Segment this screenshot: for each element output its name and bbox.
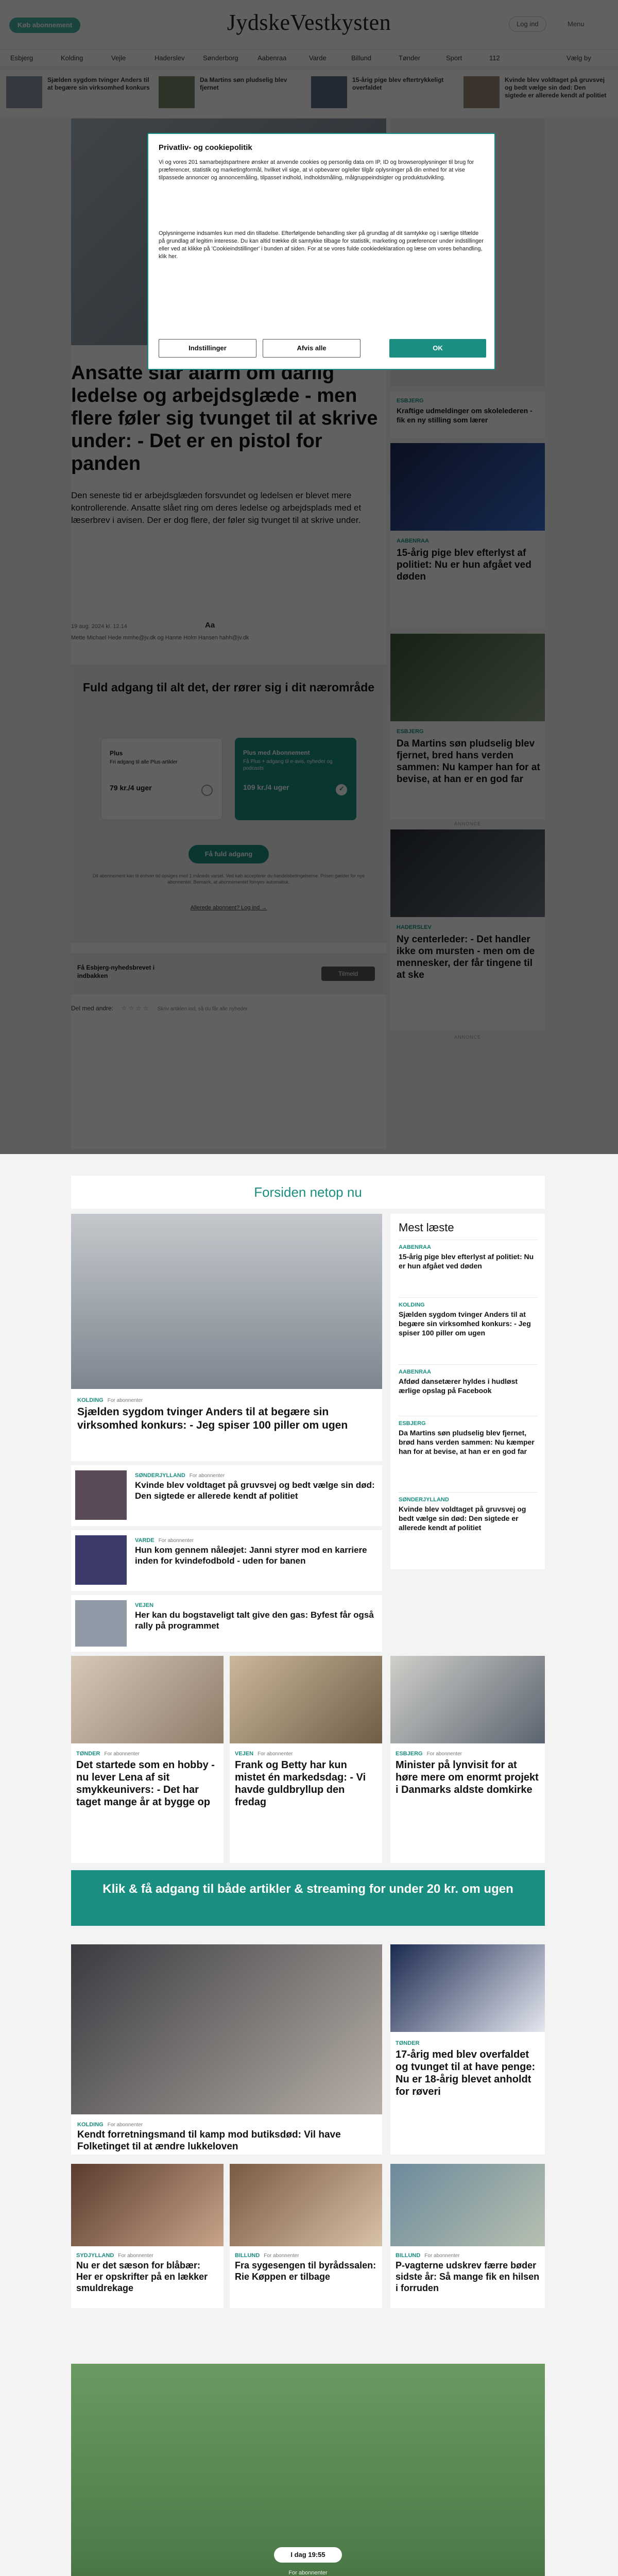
- plus-badge: For abonnenter: [158, 1538, 194, 1544]
- story-meta: [396, 1749, 462, 1758]
- plus-badge: For abonnenter: [264, 2253, 299, 2259]
- story-meta: [235, 2250, 299, 2260]
- story-title: Minister på lynvisit for at høre mere om enormt projekt i Danmarks aldste domkirke: [396, 1759, 539, 1795]
- story-title: Sjælden sygdom tvinger Anders til at begære sin virksomhed konkurs: - Jeg spiser 100 piller om ugen: [77, 1406, 348, 1431]
- most-read-item[interactable]: [399, 1364, 538, 1395]
- story-tag: BILLUND: [396, 2252, 421, 2259]
- story-meta: [396, 2038, 419, 2047]
- story-title: Hun kom gennem nåleøjet: Janni styrer mod en karriere inden for kvindefodbold - uden for banen: [135, 1545, 367, 1566]
- story-title: P-vagterne udskrev færre bøder sidste år: Så mange fik en hilsen i forruden: [396, 2260, 540, 2293]
- wide-story[interactable]: [71, 1944, 382, 2155]
- most-read-title: Kvinde blev voldtaget på gruvsvej og bedt vælge sin død: Den sigtede er allerede kendt af politiet: [399, 1505, 526, 1532]
- story-image: [390, 1656, 545, 1743]
- plus-badge: For abonnenter: [288, 2570, 328, 2576]
- story-meta: [135, 1600, 153, 1609]
- story-thumbnail: [75, 1470, 127, 1520]
- subscription-banner[interactable]: Klik & få adgang til både artikler & streaming for under 20 kr. om ugen: [71, 1870, 545, 1926]
- story-title: Her kan du bogstaveligt talt give den gas: Byfest får også rally på programmet: [135, 1610, 374, 1631]
- story-image: [230, 1656, 382, 1743]
- story-title: Kvinde blev voldtaget på gruvsvej og bedt vælge sin død: Den sigtede er allerede kendt af politiet: [135, 1480, 375, 1501]
- plus-badge: For abonnenter: [189, 1473, 225, 1479]
- cookie-text: Vi og vores 201 samarbejdspartnere ønsker at anvende cookies og personlig data om IP, ID og browseroplysninger til brug for præferencer, statistik og marketingformål, hvilket vil sige, at vi opbevarer og/eller tilgår oplysninger på din enhed for at vise tilpassede annoncer og annoncemåling, tilpasset indhold, indholdsmåling, målgruppeindsigter og produktudvikling.: [159, 159, 474, 181]
- frontpage-feed: [71, 1214, 382, 2316]
- grid-story[interactable]: [230, 1656, 382, 1863]
- story-tag: TØNDER: [396, 2040, 420, 2046]
- live-stream-card[interactable]: [71, 2364, 545, 2576]
- lead-story-image: [71, 1214, 382, 1389]
- grid-story[interactable]: [390, 1944, 545, 2155]
- story-meta: [396, 2250, 460, 2260]
- story-title: 17-årig med blev overfaldet og tvunget til at have penge: Nu er 18-årig blevet anholdt for røveri: [396, 2049, 536, 2097]
- story-meta: [76, 2250, 153, 2260]
- story-meta: [135, 1470, 225, 1480]
- plus-badge: For abonnenter: [424, 2253, 460, 2259]
- story-tag: SØNDERJYLLAND: [399, 1497, 449, 1503]
- list-story[interactable]: [71, 1465, 382, 1526]
- story-tag: ESBJERG: [399, 1420, 426, 1427]
- most-read-item[interactable]: [399, 1240, 538, 1270]
- story-image: [71, 1656, 224, 1743]
- plus-badge: For abonnenter: [107, 1398, 143, 1403]
- story-image: [230, 2164, 382, 2246]
- story-meta: [235, 1749, 293, 1758]
- grid-story[interactable]: [390, 1656, 545, 1863]
- story-title: Fra sygesengen til byrådssalen: Rie Køppen er tilbage: [235, 2260, 376, 2282]
- story-tag: VARDE: [135, 1537, 154, 1544]
- story-meta: [135, 1535, 194, 1545]
- story-meta: [77, 1395, 143, 1404]
- story-thumbnail: [75, 1600, 127, 1647]
- plus-badge: For abonnenter: [104, 1751, 140, 1757]
- most-read-title: Sjælden sygdom tvinger Anders til at begære sin virksomhed konkurs: - Jeg spiser 100 piller om ugen: [399, 1310, 531, 1337]
- story-tag: ESBJERG: [396, 1751, 423, 1757]
- story-title: Det startede som en hobby - nu lever Lena af sit smykkeunivers: - Det har taget mange år at bygge op: [76, 1759, 215, 1808]
- story-tag: TØNDER: [76, 1751, 100, 1757]
- story-tag: VEJEN: [235, 1751, 254, 1757]
- frontpage-heading: Forsiden netop nu: [71, 1176, 545, 1209]
- cookie-consent-dialog: [147, 133, 495, 370]
- most-read-heading: Mest læste: [399, 1221, 454, 1234]
- most-read-item[interactable]: [399, 1297, 538, 1337]
- cookie-settings-button[interactable]: Indstillinger: [159, 339, 256, 358]
- story-tag: KOLDING: [77, 1397, 104, 1403]
- story-tag: VEJEN: [135, 1602, 154, 1608]
- cookie-title: Privatliv- og cookiepolitik: [159, 143, 252, 152]
- plus-badge: For abonnenter: [107, 2122, 143, 2128]
- lead-story[interactable]: [71, 1214, 382, 1461]
- story-tag: BILLUND: [235, 2252, 260, 2259]
- story-tag: SYDJYLLAND: [76, 2252, 114, 2259]
- grid-story[interactable]: [71, 2164, 224, 2308]
- story-tag: KOLDING: [77, 2122, 104, 2128]
- most-read-title: 15-årig pige blev efterlyst af politiet: Nu er hun afgået ved døden: [399, 1252, 534, 1270]
- plus-badge: For abonnenter: [118, 2253, 153, 2259]
- story-meta: [77, 2120, 143, 2129]
- cookie-reject-all-button[interactable]: Afvis alle: [263, 339, 360, 358]
- plus-badge: For abonnenter: [426, 1751, 462, 1757]
- grid-story[interactable]: [390, 2164, 545, 2308]
- story-image: [390, 2164, 545, 2246]
- grid-story[interactable]: [71, 1656, 224, 1863]
- grid-story[interactable]: [230, 2164, 382, 2308]
- story-meta: [76, 1749, 140, 1758]
- story-tag: KOLDING: [399, 1302, 425, 1308]
- story-image: [390, 1944, 545, 2032]
- most-read-item[interactable]: [399, 1416, 538, 1456]
- list-story[interactable]: [71, 1530, 382, 1591]
- most-read-title: Da Martins søn pludselig blev fjernet, brød hans verden sammen: Nu kæmper han for at bevise, at han er en god far: [399, 1429, 535, 1455]
- list-story[interactable]: [71, 1595, 382, 1652]
- story-image: [71, 2164, 224, 2246]
- cookie-accept-button[interactable]: OK: [389, 339, 486, 358]
- most-read-box: [390, 1214, 545, 1569]
- cookie-text: Oplysningerne indsamles kun med din tilladelse. Efterfølgende behandling sker på grundlag af dit samtykke og i særlige tilfælde på grundlag af legitim interesse. Du kan altid trække dit samtykke tilbage for statistik, marketing og præferencer under indstillinger eller ved at klikke på 'Cookieindstillinger' i bunden af siden. For at se vores fulde cookiedeklaration og læse om vores behandling, klik her.: [159, 230, 484, 260]
- most-read-title: Afdød dansetærer hyldes i hudløst ærlige opslag på Facebook: [399, 1377, 518, 1395]
- plus-badge: For abonnenter: [258, 1751, 293, 1757]
- story-tag: SØNDERJYLLAND: [135, 1472, 185, 1479]
- story-title: Frank og Betty har kun mistet én markedsdag: - Vi havde guldbryllup den fredag: [235, 1759, 366, 1808]
- live-time-badge: I dag 19:55: [274, 2547, 342, 2563]
- story-image: [71, 1944, 382, 2114]
- story-title: Nu er det sæson for blåbær: Her er opskrifter på en lækker smuldrekage: [76, 2260, 208, 2293]
- story-thumbnail: [75, 1535, 127, 1585]
- story-tag: AABENRAA: [399, 1369, 431, 1375]
- story-title: Kendt forretningsmand til kamp mod butiksdød: Vil have Folketinget til at ændre lukkeloven: [77, 2129, 341, 2152]
- story-tag: AABENRAA: [399, 1244, 431, 1250]
- most-read-item[interactable]: [399, 1492, 538, 1532]
